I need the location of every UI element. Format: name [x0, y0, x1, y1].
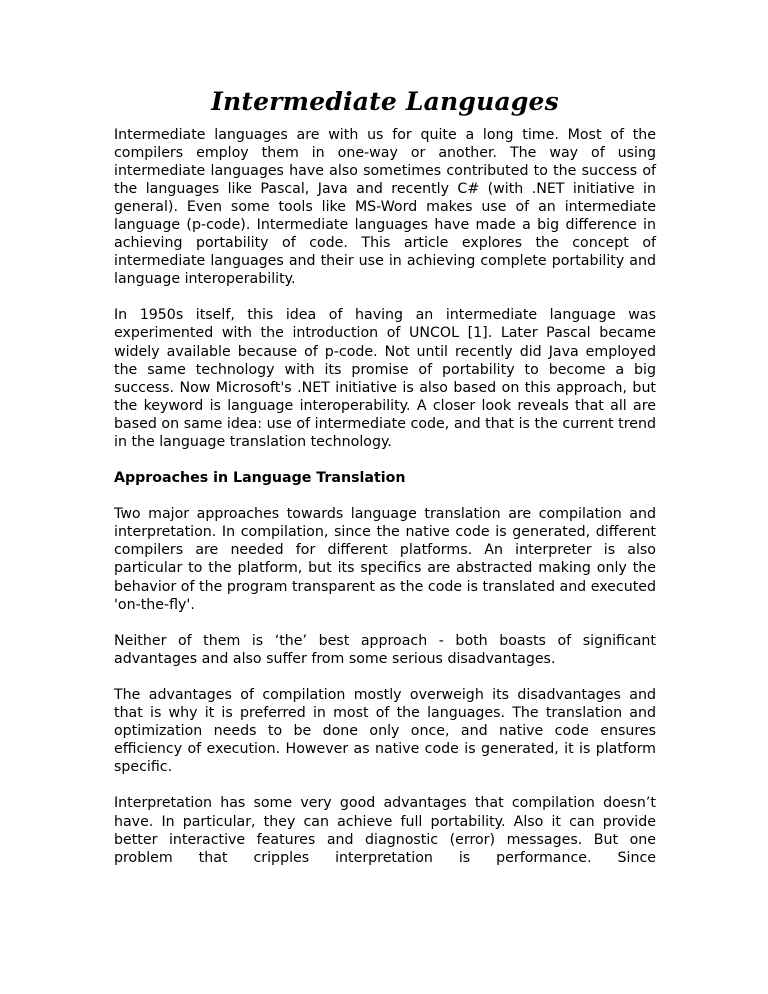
- intro-paragraph-2: In 1950s itself, this idea of having an intermediate language was experimented with the introduction of UNCOL [1]. Later Pascal became widely available because of p-code. Not until recently did Java employed the same technology with its promise of portability to become a big success. Now Microsoft's .NET initiative is also based on this approach, but the keyword is language interoperability. A closer look reveals that all are based on same idea: use of intermediate code, and that is the current trend in the language translation technology.: [114, 307, 656, 450]
- section-paragraph-4: Interpretation has some very good advantages that compilation doesn’t have. In particular, they can achieve full portability. Also it can provide better interactive features and diagnostic (error) messages. But one problem that cripples interpretation is performance. Since: [114, 795, 656, 866]
- intro-paragraph-1: Intermediate languages are with us for quite a long time. Most of the compilers employ them in one-way or another. The way of using intermediate languages have also sometimes contributed to the success of the languages like Pascal, Java and recently C# (with .NET initiative in general). Even some tools like MS-Word makes use of an intermediate language (p-code). Intermediate languages have made a big difference in achieving portability of code. This article explores the concept of intermediate languages and their use in achieving complete portability and language interoperability.: [114, 126, 656, 288]
- document-page: [114, 88, 656, 885]
- section-paragraph-2: Neither of them is ‘the’ best approach - both boasts of significant advantages and also suffer from some serious disadvantages.: [114, 632, 656, 667]
- document-title: Intermediate Languages: [211, 87, 559, 116]
- section-paragraph-1: Two major approaches towards language translation are compilation and interpretation. In compilation, since the native code is generated, different compilers are needed for different platforms. An interpreter is also particular to the platform, but its specifics are abstracted making only the behavior of the program transparent as the code is translated and executed 'on-the-fly'.: [114, 506, 656, 613]
- section-heading: Approaches in Language Translation: [114, 470, 406, 487]
- section-paragraph-3: The advantages of compilation mostly overweigh its disadvantages and that is why it is preferred in most of the languages. The translation and optimization needs to be done only once, and native code ensures efficiency of execution. However as native code is generated, it is platform specific.: [114, 686, 656, 776]
